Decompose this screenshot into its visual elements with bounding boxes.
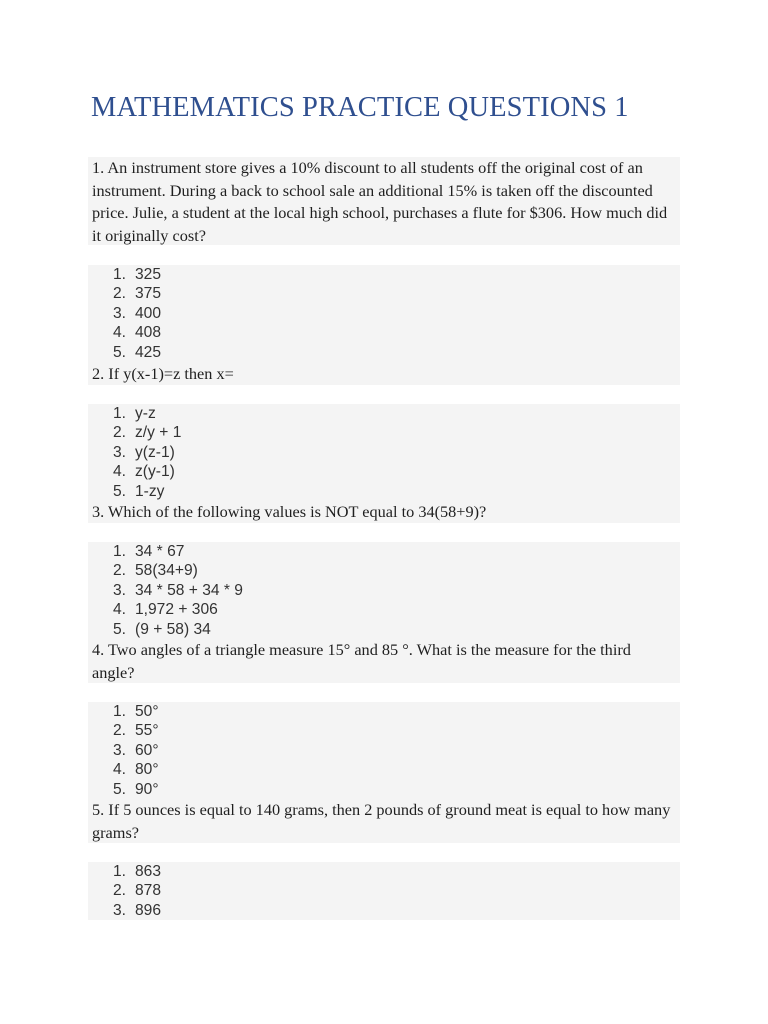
option-number: 3. xyxy=(112,901,126,919)
list-item xyxy=(88,862,680,881)
question-5 xyxy=(88,799,680,843)
option-label: z/y + 1 xyxy=(135,424,182,442)
option-label: 60° xyxy=(135,741,159,759)
list-item xyxy=(88,404,680,423)
option-list xyxy=(88,404,680,501)
question-2-options xyxy=(88,404,680,502)
option-label: 1-zy xyxy=(135,482,165,500)
option-number: 3. xyxy=(112,741,126,759)
option-label: 375 xyxy=(135,285,162,303)
option-label: 400 xyxy=(135,304,162,322)
page-title: MATHEMATICS PRACTICE QUESTIONS 1 xyxy=(91,92,629,123)
question-3-options xyxy=(88,542,680,640)
option-number: 3. xyxy=(112,304,126,322)
option-number: 5. xyxy=(112,482,126,500)
option-number: 2. xyxy=(112,882,126,900)
question-3 xyxy=(88,501,680,523)
option-label: y(z-1) xyxy=(135,443,175,461)
list-item xyxy=(88,542,680,561)
option-label: 80° xyxy=(135,761,159,779)
option-label: 1,972 + 306 xyxy=(135,601,218,619)
option-number: 1. xyxy=(112,266,126,283)
list-item xyxy=(88,881,680,900)
option-number: 5. xyxy=(112,343,126,361)
question-4-options xyxy=(88,702,680,800)
list-item xyxy=(88,304,680,323)
option-number: 2. xyxy=(112,562,126,580)
option-number: 2. xyxy=(112,285,126,303)
list-item xyxy=(88,561,680,580)
list-item xyxy=(88,600,680,619)
option-label: 90° xyxy=(135,780,159,798)
question-text: 1. An instrument store gives a 10% discount to all students off the original cost of an instrument. During a back to school sale an additional 15% is taken off the discounted price. Julie, a student at the local high school, purchases a flute for $306. How much did it originally cost? xyxy=(92,158,668,245)
option-number: 4. xyxy=(112,324,126,342)
option-label: 58(34+9) xyxy=(135,562,198,580)
option-label: (9 + 58) 34 xyxy=(135,620,211,638)
option-list xyxy=(88,702,680,799)
list-item xyxy=(88,760,680,779)
option-label: 55° xyxy=(135,722,159,740)
list-item xyxy=(88,323,680,342)
list-item xyxy=(88,620,680,639)
list-item xyxy=(88,343,680,362)
list-item xyxy=(88,284,680,303)
option-number: 2. xyxy=(112,722,126,740)
question-text: 2. If y(x-1)=z then x= xyxy=(92,364,234,383)
list-item xyxy=(88,423,680,442)
option-label: 325 xyxy=(135,266,162,283)
list-item xyxy=(88,721,680,740)
list-item xyxy=(88,443,680,462)
option-list xyxy=(88,542,680,639)
option-number: 3. xyxy=(112,443,126,461)
question-5-options xyxy=(88,862,680,920)
option-list xyxy=(88,862,680,920)
list-item xyxy=(88,780,680,799)
option-number: 1. xyxy=(112,863,126,880)
option-label: z(y-1) xyxy=(135,463,175,481)
option-number: 3. xyxy=(112,581,126,599)
option-label: 408 xyxy=(135,324,162,342)
question-4 xyxy=(88,639,680,683)
option-number: 4. xyxy=(112,761,126,779)
option-label: 425 xyxy=(135,343,162,361)
option-label: 863 xyxy=(135,863,162,880)
list-item xyxy=(88,702,680,721)
option-number: 5. xyxy=(112,780,126,798)
option-number: 1. xyxy=(112,543,126,560)
question-1 xyxy=(88,157,680,245)
option-label: 50° xyxy=(135,703,159,720)
option-number: 4. xyxy=(112,463,126,481)
option-label: y-z xyxy=(135,405,156,422)
option-number: 1. xyxy=(112,703,126,720)
option-number: 4. xyxy=(112,601,126,619)
list-item xyxy=(88,741,680,760)
option-list xyxy=(88,265,680,362)
question-1-options xyxy=(88,265,680,364)
question-text: 3. Which of the following values is NOT equal to 34(58+9)? xyxy=(92,502,487,521)
option-label: 34 * 67 xyxy=(135,543,185,560)
option-number: 5. xyxy=(112,620,126,638)
option-label: 34 * 58 + 34 * 9 xyxy=(135,581,243,599)
list-item xyxy=(88,901,680,920)
option-number: 1. xyxy=(112,405,126,422)
list-item xyxy=(88,482,680,501)
option-label: 896 xyxy=(135,901,162,919)
list-item xyxy=(88,581,680,600)
option-number: 2. xyxy=(112,424,126,442)
question-text: 5. If 5 ounces is equal to 140 grams, then 2 pounds of ground meat is equal to how many grams? xyxy=(92,800,671,842)
list-item xyxy=(88,265,680,284)
question-2 xyxy=(88,363,680,385)
question-text: 4. Two angles of a triangle measure 15° and 85 °. What is the measure for the third angle? xyxy=(92,640,631,682)
option-label: 878 xyxy=(135,882,162,900)
list-item xyxy=(88,462,680,481)
